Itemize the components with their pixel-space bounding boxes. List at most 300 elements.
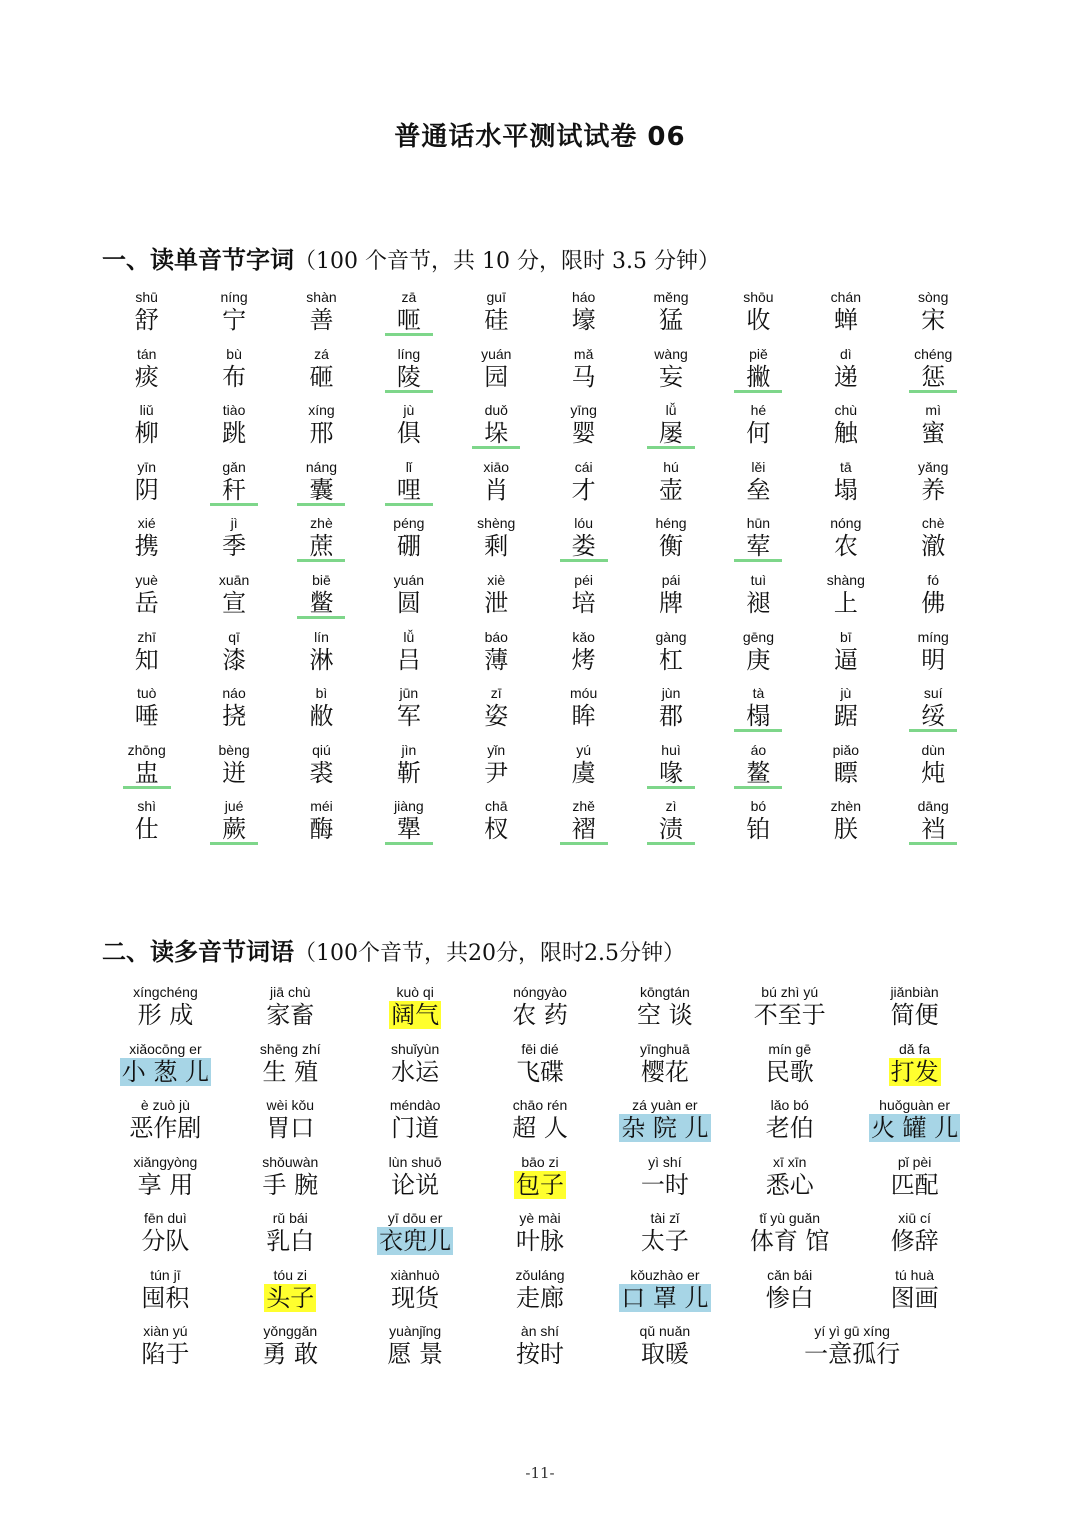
- character: 秆: [210, 476, 258, 506]
- word-item: [389, 1153, 442, 1210]
- word: 农 药: [512, 1001, 568, 1029]
- character: 携: [134, 532, 159, 561]
- pinyin: bāo zi: [521, 1153, 559, 1170]
- char-cell: [190, 401, 277, 458]
- char-item: [734, 345, 782, 402]
- char-row: [103, 628, 977, 685]
- character: 蝉: [833, 306, 858, 334]
- char-item: [909, 684, 957, 741]
- word-cell: [103, 1209, 228, 1266]
- character: 砸: [309, 362, 334, 391]
- char-item: [909, 741, 957, 798]
- pinyin: jùn: [661, 685, 681, 702]
- character: 朕: [833, 815, 858, 844]
- char-item: [123, 741, 171, 798]
- word-cell: [727, 983, 852, 1040]
- char-cell: [453, 684, 540, 741]
- pinyin: chè: [921, 515, 945, 532]
- char-cell: [802, 571, 889, 628]
- character: 喙: [647, 759, 695, 789]
- pinyin: suí: [923, 685, 943, 702]
- word-item: [889, 983, 941, 1040]
- pinyin: tóu zi: [273, 1266, 308, 1283]
- word: 乳白: [266, 1227, 315, 1255]
- char-cell: [715, 797, 802, 854]
- char-item: [472, 458, 520, 515]
- pinyin: gàng: [655, 628, 687, 645]
- char-item: [647, 741, 695, 798]
- char-item: [560, 401, 608, 458]
- pinyin: chā: [484, 798, 508, 815]
- char-row: [103, 288, 977, 345]
- character: 壶: [659, 475, 684, 504]
- char-item: [472, 514, 520, 571]
- char-cell: [365, 797, 452, 854]
- character: 邢: [309, 419, 334, 448]
- word: 勇 敢: [262, 1340, 319, 1368]
- word-item: [377, 1209, 453, 1266]
- pinyin: yú: [576, 741, 592, 758]
- pinyin: xíng: [308, 402, 335, 419]
- char-item: [472, 628, 520, 685]
- word: 手 腕: [262, 1170, 319, 1199]
- char-item: [472, 288, 520, 345]
- pinyin: nóngyào: [513, 984, 567, 1000]
- char-item: [297, 345, 345, 402]
- word: 阔气: [391, 1001, 440, 1029]
- char-cell: [890, 288, 977, 345]
- char-cell: [802, 458, 889, 515]
- char-cell: [365, 628, 452, 685]
- char-item: [123, 684, 171, 741]
- character: 宋: [921, 306, 946, 334]
- page-title: 普通话水平测试试卷 06: [394, 122, 686, 152]
- char-item: [123, 401, 171, 458]
- char-cell: [365, 345, 452, 402]
- char-cell: [103, 684, 190, 741]
- word-item: [134, 1153, 198, 1210]
- char-row: [103, 571, 977, 628]
- char-cell: [627, 401, 714, 458]
- char-cell: [890, 514, 977, 571]
- word: 取暖: [640, 1340, 689, 1368]
- character: 触: [833, 419, 858, 448]
- word-item: [639, 1209, 691, 1266]
- char-item: [909, 458, 957, 515]
- word-item: [764, 1096, 816, 1153]
- char-cell: [190, 458, 277, 515]
- char-cell: [627, 571, 714, 628]
- char-cell: [190, 628, 277, 685]
- char-item: [734, 797, 782, 854]
- word-item: [619, 1266, 710, 1323]
- char-item: [647, 684, 695, 741]
- word-item: [889, 1266, 941, 1323]
- char-item: [560, 628, 608, 685]
- word-item: [639, 1322, 691, 1379]
- char-cell: [540, 458, 627, 515]
- pinyin: báo: [484, 628, 508, 645]
- word: 形 成: [137, 1001, 194, 1029]
- pinyin: gēng: [742, 628, 774, 645]
- character: 培: [571, 588, 596, 617]
- character: 蔗: [297, 532, 345, 562]
- word: 一意孤行: [804, 1340, 901, 1368]
- single-syllable-grid: [103, 288, 977, 854]
- char-item: [560, 741, 608, 798]
- char-item: [297, 458, 345, 515]
- char-item: [210, 288, 258, 345]
- character: 跳: [222, 419, 247, 448]
- char-item: [822, 628, 870, 685]
- character: 郡: [659, 702, 684, 731]
- char-cell: [453, 458, 540, 515]
- pinyin: yǐn: [487, 741, 506, 758]
- char-item: [472, 345, 520, 402]
- pinyin: shàng: [826, 571, 865, 588]
- pinyin: cǎn bái: [767, 1266, 813, 1283]
- char-cell: [103, 628, 190, 685]
- pinyin: yuán: [393, 571, 425, 588]
- word-item: [514, 1153, 566, 1210]
- char-item: [210, 797, 258, 854]
- word-cell: [727, 1209, 852, 1266]
- pinyin: xiū cí: [898, 1210, 931, 1226]
- char-item: [297, 741, 345, 798]
- character: 陵: [385, 363, 433, 393]
- word-cell: [103, 983, 228, 1040]
- word-item: [389, 1266, 441, 1323]
- pinyin: háo: [571, 289, 596, 305]
- char-cell: [278, 288, 365, 345]
- character: 盅: [123, 759, 171, 789]
- pinyin: lǎo bó: [770, 1097, 809, 1113]
- word-cell: [727, 1040, 852, 1097]
- word-cell: [103, 1040, 228, 1097]
- section-1-note: （100 个音节，共 10 分，限时 3.5 分钟）: [294, 249, 720, 274]
- word-item: [260, 1153, 320, 1210]
- word-cell: [852, 1209, 977, 1266]
- pinyin: lùn shuō: [388, 1153, 442, 1170]
- word-item: [260, 1040, 321, 1097]
- pinyin: yīnghuā: [639, 1040, 690, 1057]
- word: 樱花: [640, 1057, 689, 1086]
- character: 敝: [309, 702, 334, 731]
- word: 悉心: [765, 1170, 814, 1199]
- word-item: [514, 1322, 566, 1379]
- pinyin: zá: [314, 345, 329, 362]
- character: 眸: [571, 702, 596, 731]
- pinyin: jūn: [399, 685, 419, 702]
- character: 虞: [571, 758, 596, 787]
- char-item: [909, 401, 957, 458]
- character: 酶: [309, 815, 334, 844]
- char-cell: [103, 458, 190, 515]
- char-cell: [278, 401, 365, 458]
- pinyin: zhī: [137, 628, 157, 645]
- pinyin: xiǎngyòng: [133, 1153, 198, 1170]
- character: 马: [571, 362, 596, 391]
- word-item: [139, 1209, 191, 1266]
- char-item: [822, 401, 870, 458]
- word-item: [389, 983, 441, 1040]
- char-cell: [890, 401, 977, 458]
- word-item: [748, 1209, 832, 1266]
- word-item: [802, 1322, 902, 1379]
- character: 杈: [484, 815, 509, 844]
- character: 泄: [484, 588, 509, 617]
- char-cell: [627, 514, 714, 571]
- pinyin: è zuò jù: [140, 1097, 190, 1113]
- pinyin: jìn: [401, 741, 417, 758]
- word: 小 葱 儿: [121, 1057, 210, 1086]
- char-cell: [190, 288, 277, 345]
- word: 民歌: [765, 1057, 814, 1086]
- character: 漆: [222, 645, 247, 674]
- character: 上: [833, 588, 858, 617]
- char-item: [647, 797, 695, 854]
- char-cell: [540, 741, 627, 798]
- word: 杂 院 儿: [621, 1114, 709, 1142]
- word: 囤积: [141, 1283, 190, 1312]
- word-item: [139, 1266, 191, 1323]
- multi-syllable-grid: [103, 983, 977, 1379]
- char-item: [210, 345, 258, 402]
- char-item: [734, 401, 782, 458]
- word: 打发: [890, 1057, 939, 1086]
- character: 岳: [134, 588, 159, 617]
- word-cell: [353, 1153, 478, 1210]
- character: 柳: [134, 419, 159, 448]
- char-item: [909, 514, 957, 571]
- word-cell: [602, 1322, 727, 1379]
- char-item: [734, 458, 782, 515]
- char-cell: [802, 288, 889, 345]
- char-item: [822, 741, 870, 798]
- pinyin: nóng: [830, 515, 862, 532]
- char-item: [123, 288, 171, 345]
- pinyin: hūn: [746, 515, 771, 532]
- char-cell: [715, 741, 802, 798]
- pinyin: pǐ pèi: [897, 1153, 932, 1170]
- pinyin: yí yì gū xíng: [814, 1323, 890, 1339]
- word: 太子: [640, 1227, 689, 1255]
- section-2-note: （100个音节，共20分，限时2.5分钟）: [294, 941, 685, 966]
- pinyin: tā: [839, 458, 852, 475]
- char-cell: [627, 628, 714, 685]
- pinyin: kuò qi: [396, 984, 434, 1000]
- section-2-heading: [102, 932, 685, 967]
- char-item: [385, 571, 433, 628]
- pinyin: méi: [310, 798, 333, 815]
- pinyin: líng: [397, 345, 421, 362]
- char-cell: [365, 401, 452, 458]
- pinyin: lǚ: [665, 402, 677, 419]
- word-item: [764, 1040, 816, 1097]
- section-1-heading: [102, 240, 720, 275]
- pinyin: jué: [224, 798, 244, 815]
- character: 唾: [134, 702, 159, 731]
- word: 走廊: [516, 1283, 564, 1312]
- word: 简便: [890, 1001, 939, 1029]
- word-cell: [228, 983, 353, 1040]
- character: 舒: [134, 306, 159, 334]
- character: 庚: [746, 645, 771, 674]
- word-item: [510, 983, 570, 1040]
- word: 惨白: [765, 1283, 814, 1312]
- pinyin: piě: [749, 345, 768, 362]
- section-1-title: 一、读单音节字词: [102, 246, 294, 274]
- pinyin: móu: [570, 685, 598, 702]
- character: 痰: [134, 362, 159, 391]
- char-item: [297, 628, 345, 685]
- word: 愿 景: [387, 1340, 443, 1368]
- char-item: [385, 628, 433, 685]
- word-cell: [228, 1209, 353, 1266]
- pinyin: cái: [574, 458, 593, 475]
- word-cell: [852, 1040, 977, 1097]
- char-item: [647, 345, 695, 402]
- char-row: [103, 458, 977, 515]
- word: 一时: [640, 1170, 689, 1199]
- pinyin: xuān: [218, 571, 250, 588]
- pinyin: qī: [228, 628, 240, 645]
- character: 衡: [659, 532, 684, 561]
- character: 园: [484, 362, 509, 391]
- char-cell: [715, 288, 802, 345]
- word-cell: [103, 1153, 228, 1210]
- char-cell: [278, 797, 365, 854]
- pinyin: guī: [486, 289, 506, 305]
- character: 妄: [659, 362, 684, 391]
- character: 靳: [396, 758, 421, 787]
- character: 绥: [909, 702, 957, 732]
- char-cell: [453, 741, 540, 798]
- char-cell: [715, 514, 802, 571]
- char-cell: [190, 345, 277, 402]
- character: 农: [833, 532, 858, 561]
- word: 空 谈: [637, 1001, 693, 1029]
- word-cell: [478, 1209, 603, 1266]
- word-cell: [727, 1322, 977, 1379]
- word-cell: [228, 1096, 353, 1153]
- char-item: [647, 514, 695, 571]
- word-cell: [103, 1266, 228, 1323]
- char-cell: [278, 741, 365, 798]
- character: 鳌: [734, 759, 782, 789]
- word-cell: [602, 1040, 727, 1097]
- word: 陷于: [141, 1340, 190, 1368]
- pinyin: xíngchéng: [133, 984, 198, 1000]
- character: 塌: [833, 475, 858, 504]
- char-cell: [715, 571, 802, 628]
- char-item: [210, 514, 258, 571]
- word: 包子: [516, 1170, 564, 1199]
- pinyin: míng: [917, 628, 949, 645]
- char-cell: [190, 797, 277, 854]
- char-cell: [715, 345, 802, 402]
- char-item: [647, 288, 695, 345]
- character: 善: [309, 306, 334, 334]
- char-item: [297, 288, 345, 345]
- char-cell: [278, 514, 365, 571]
- pinyin: wèi kǒu: [266, 1097, 315, 1113]
- word-row: [103, 1209, 977, 1266]
- pinyin: tuì: [750, 571, 767, 588]
- word: 图画: [890, 1283, 939, 1312]
- pinyin: bó: [750, 798, 767, 815]
- char-item: [822, 797, 870, 854]
- char-cell: [190, 684, 277, 741]
- char-item: [385, 514, 433, 571]
- char-cell: [802, 684, 889, 741]
- char-item: [822, 345, 870, 402]
- char-cell: [103, 288, 190, 345]
- pinyin: lǚ: [403, 628, 415, 645]
- character: 佛: [921, 588, 946, 617]
- word: 现货: [391, 1283, 440, 1312]
- character: 褶: [560, 815, 608, 845]
- word-item: [514, 1209, 566, 1266]
- word: 火 罐 儿: [870, 1114, 959, 1142]
- pinyin: tà: [752, 685, 765, 702]
- pinyin: kǎo: [572, 628, 595, 645]
- word-row: [103, 983, 977, 1040]
- char-cell: [627, 345, 714, 402]
- char-item: [210, 741, 258, 798]
- char-cell: [540, 628, 627, 685]
- pinyin: hé: [750, 402, 767, 419]
- pinyin: péi: [574, 571, 593, 588]
- pinyin: piǎo: [832, 741, 860, 758]
- char-item: [909, 288, 957, 345]
- char-item: [123, 628, 171, 685]
- word-item: [889, 1209, 941, 1266]
- char-item: [822, 458, 870, 515]
- pinyin: zì: [665, 798, 677, 815]
- character: 炖: [921, 758, 946, 787]
- word: 门道: [391, 1114, 440, 1142]
- char-cell: [627, 684, 714, 741]
- pinyin: jiàng: [394, 798, 424, 815]
- char-cell: [890, 797, 977, 854]
- pinyin: yīn: [137, 458, 157, 475]
- pinyin: xiǎocōng er: [129, 1040, 202, 1057]
- word-item: [514, 1040, 566, 1097]
- pinyin: shōu: [743, 289, 774, 305]
- word-item: [619, 1096, 710, 1153]
- char-cell: [540, 288, 627, 345]
- word-cell: [478, 1040, 603, 1097]
- character: 澈: [921, 532, 946, 561]
- pinyin: zá yuàn er: [632, 1097, 698, 1113]
- word-cell: [727, 1266, 852, 1323]
- char-item: [123, 458, 171, 515]
- char-item: [297, 401, 345, 458]
- pinyin: shì: [137, 798, 157, 815]
- word-row: [103, 1040, 977, 1097]
- pinyin: méndào: [389, 1097, 441, 1113]
- pinyin: bèng: [218, 741, 250, 758]
- character: 咂: [385, 306, 433, 336]
- word-row: [103, 1322, 977, 1379]
- pinyin: yuànjǐng: [389, 1323, 442, 1339]
- word-row: [103, 1266, 977, 1323]
- pinyin: náo: [222, 685, 246, 702]
- char-item: [560, 458, 608, 515]
- pinyin: hú: [663, 458, 679, 475]
- char-cell: [453, 401, 540, 458]
